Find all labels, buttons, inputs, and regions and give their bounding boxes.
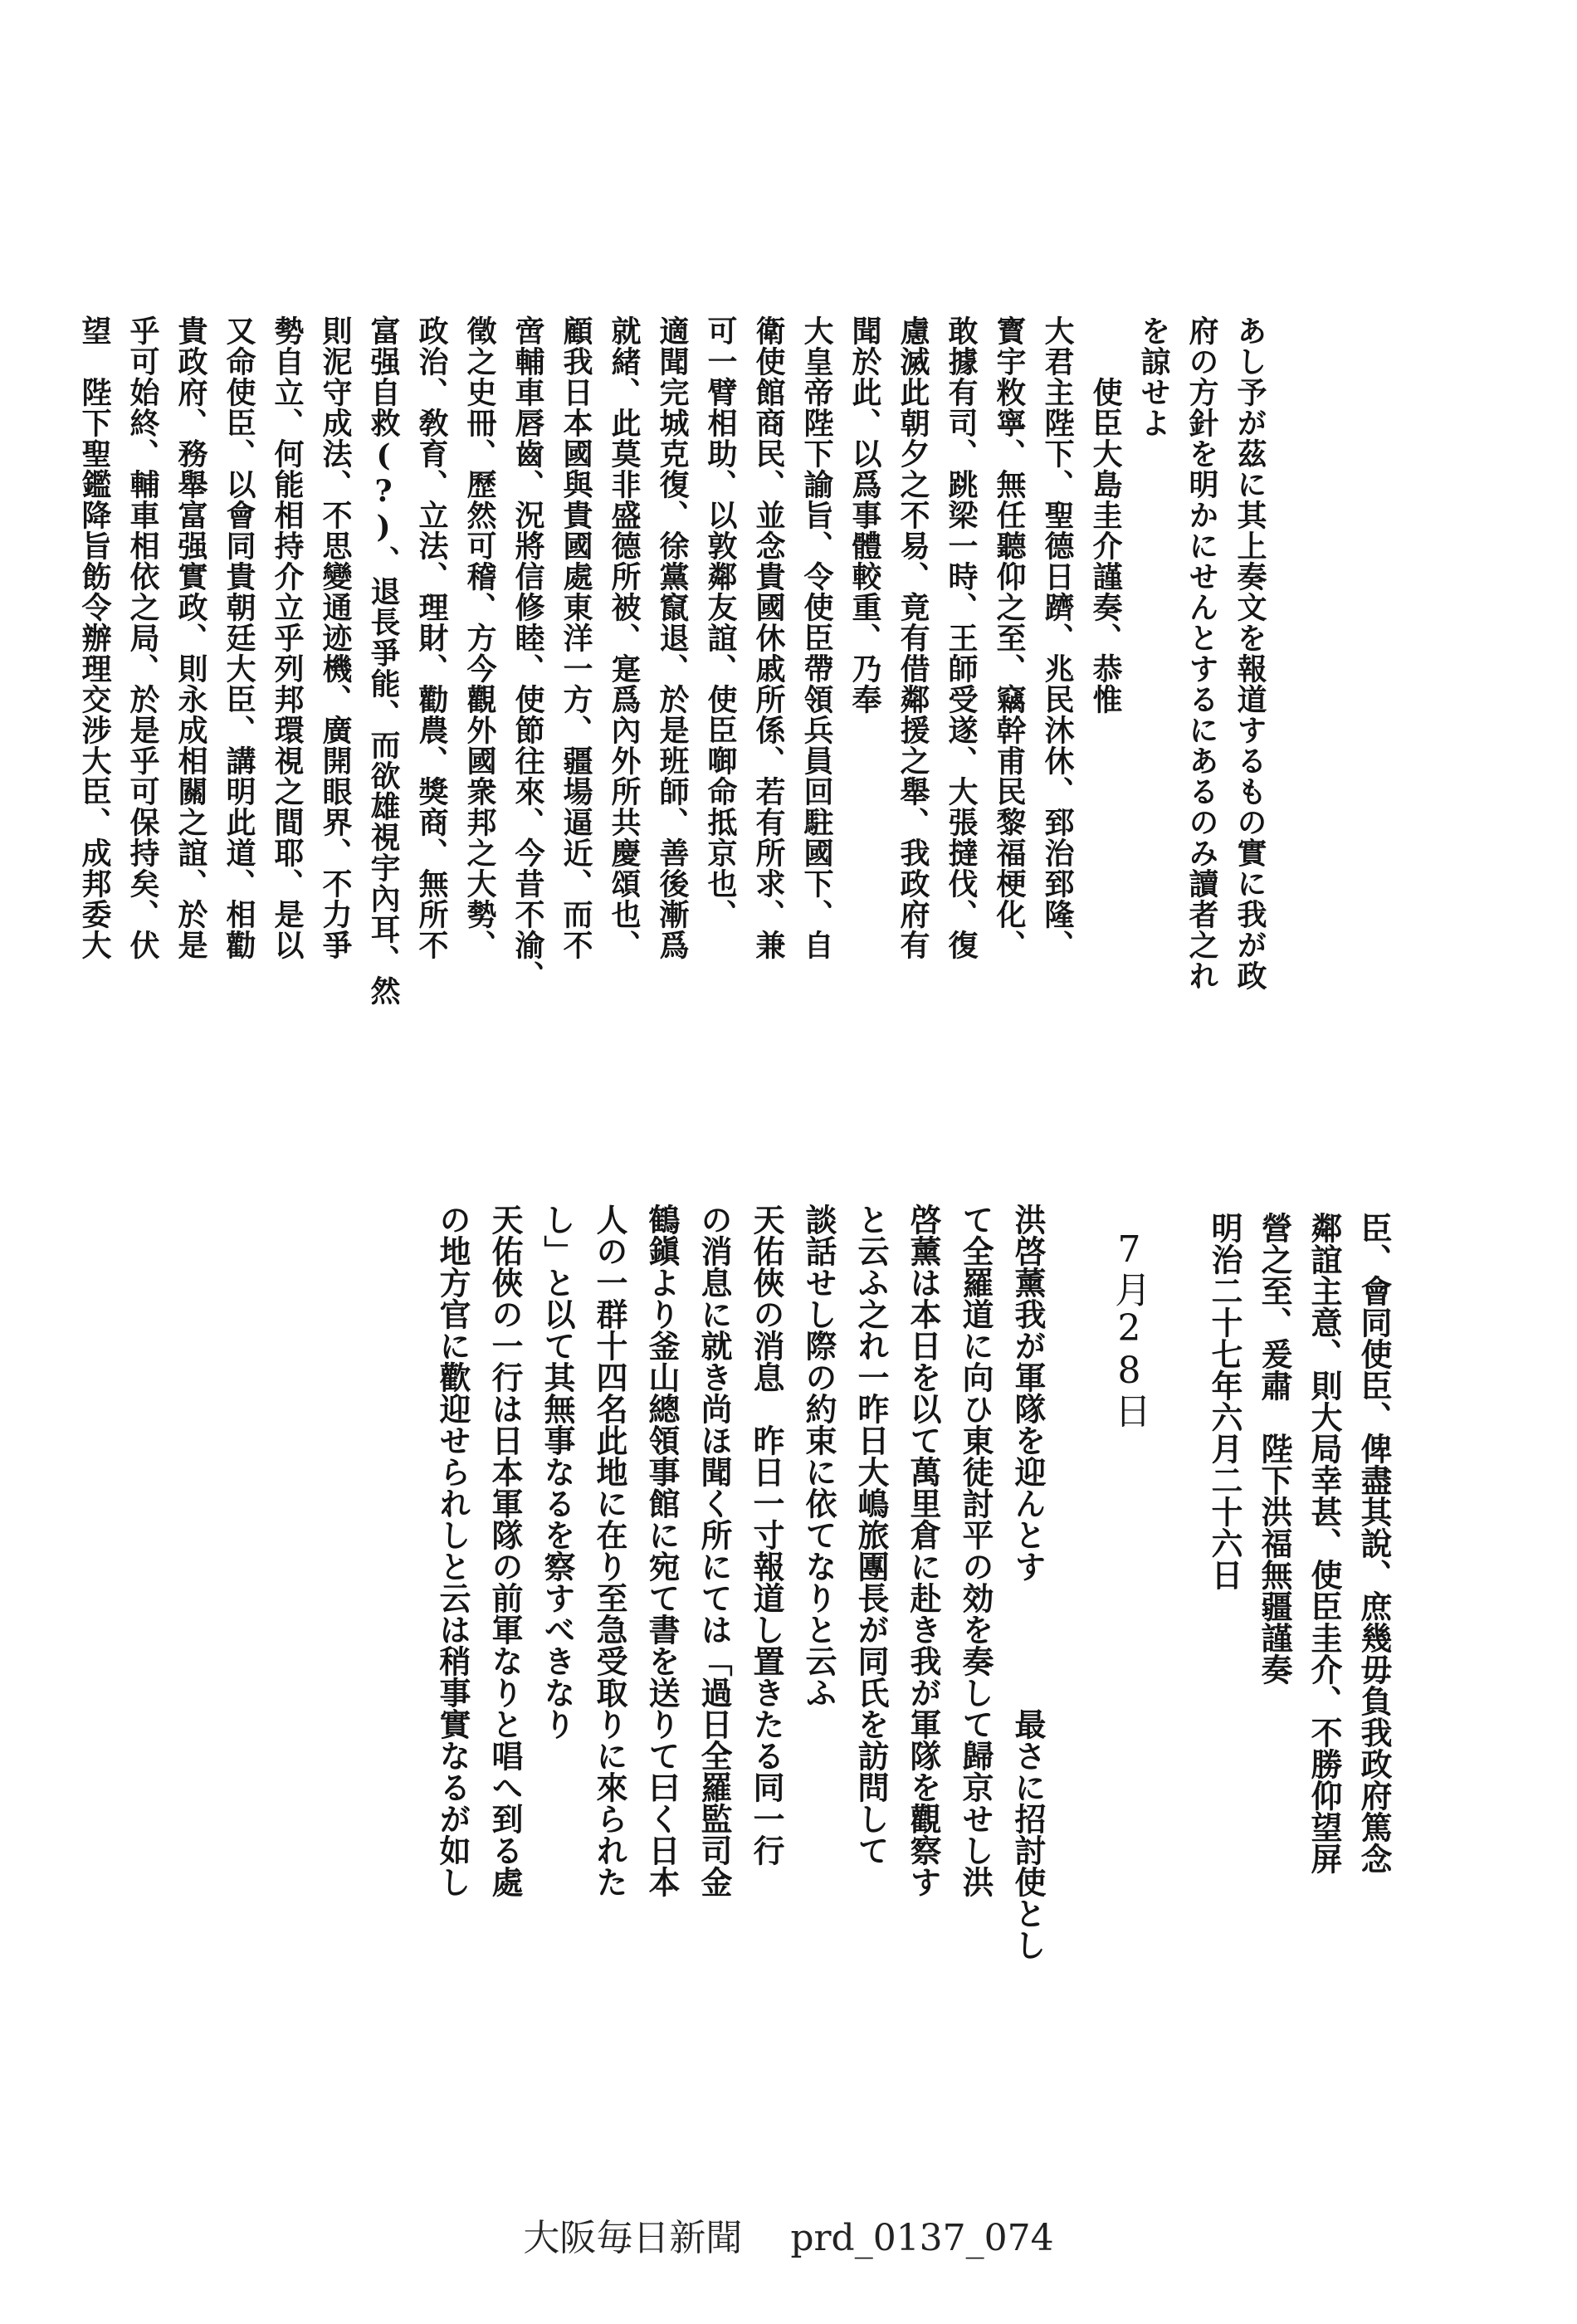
upper-text-block: あし予が茲に其上奏文を報道するもの實に我が政 府の方針を明かにせんとするにあるのみ讀者之れ を諒せよ 使臣大島圭介謹奏、恭惟 大君主陛下、聖德日躋、兆民沐休、郅治郅隆、 寳宇敉寧、無任聽仰之至、竊幹甫民黎福梗化、 敢據有司、跳梁一時、王師受遂、大張撻伐、復 慮滅此朝夕之不易、竟有借鄰援之舉、我政府有 聞於此、以爲事體較重、乃奉 大皇帝陛下諭旨、令使臣帶領兵員回駐國下、自 衛使館商民、並念貴國休戚所係、若有所求、兼 可一臂相助、以敦鄰友誼、使臣啣命抵京也、 適聞完城克復、徐黨竄退、於是班師、善後漸爲 就緒、此莫非盛德所被、寔爲內外所共慶頌也、 顧我日本國與貴國處東洋一方、疆場逼近、而不 啻輔車唇齒、況將信修睦、使節往來、今昔不渝、 徵之史冊、歷然可稽、方今觀外國衆邦之大勢、 政治、敎育、立法、理財、勸農、獎商、無所不 富强自救(?)、退長爭能、而欲雄視宇內耳、然 則泥守成法、不思變通迹機、廣開眼界、不力爭 勢自立、何能相持介立乎列邦環視之間耶、是以 又命使臣、以會同貴朝廷大臣、講明此道、相勸 貴政府、務舉富强實政、則永成相關之誼、於是 乎可始終、輔車相依之局、於是乎可保持矣、伏 望 陛下聖鑑降旨飭令辦理交涉大臣、成邦委大 bbox=[77, 315, 1267, 1006]
page-id: prd_0137_074 bbox=[790, 2217, 1054, 2259]
date-label: 7月28日 bbox=[1108, 1228, 1150, 1428]
memorial-closing-block: 臣、會同使臣、俾盡其說、庶幾毋負我政府篤念 鄰誼主意、則大局幸甚、使臣圭介、不勝仰望屏 營之至、爰肅 陛下洪福無疆謹奏 明治二十七年六月二十六日 bbox=[1206, 1212, 1393, 1874]
page-footer bbox=[0, 2208, 1577, 2261]
news-article-block: 洪啓薰我が軍隊を迎んとす 最さに招討使とし て全羅道に向ひ東徒討平の効を奏して歸京せし洪 啓薰は本日を以て萬里倉に赴き我が軍隊を觀察す と云ふ之れ一昨日大嶋旅團長が同氏を訪問して 談話せし際の約束に依てなりと云ふ 天佑俠の消息 昨日一寸報道し置きたる同一行 の消息に就き尚ほ聞く所にては「過日全羅監司金 鶴鎭より釜山總領事館に宛て書を送りて曰く日本 人の一群十四名此地に在り至急受取りに來られた し」と以て其無事なるを察すべきなり 天佑俠の一行は日本軍隊の前軍なりと唱へ到る處 の地方官に歡迎せられしと云は稍事實なるが如し bbox=[434, 1204, 1047, 1960]
newspaper-name: 大阪毎日新聞 bbox=[523, 2217, 743, 2259]
